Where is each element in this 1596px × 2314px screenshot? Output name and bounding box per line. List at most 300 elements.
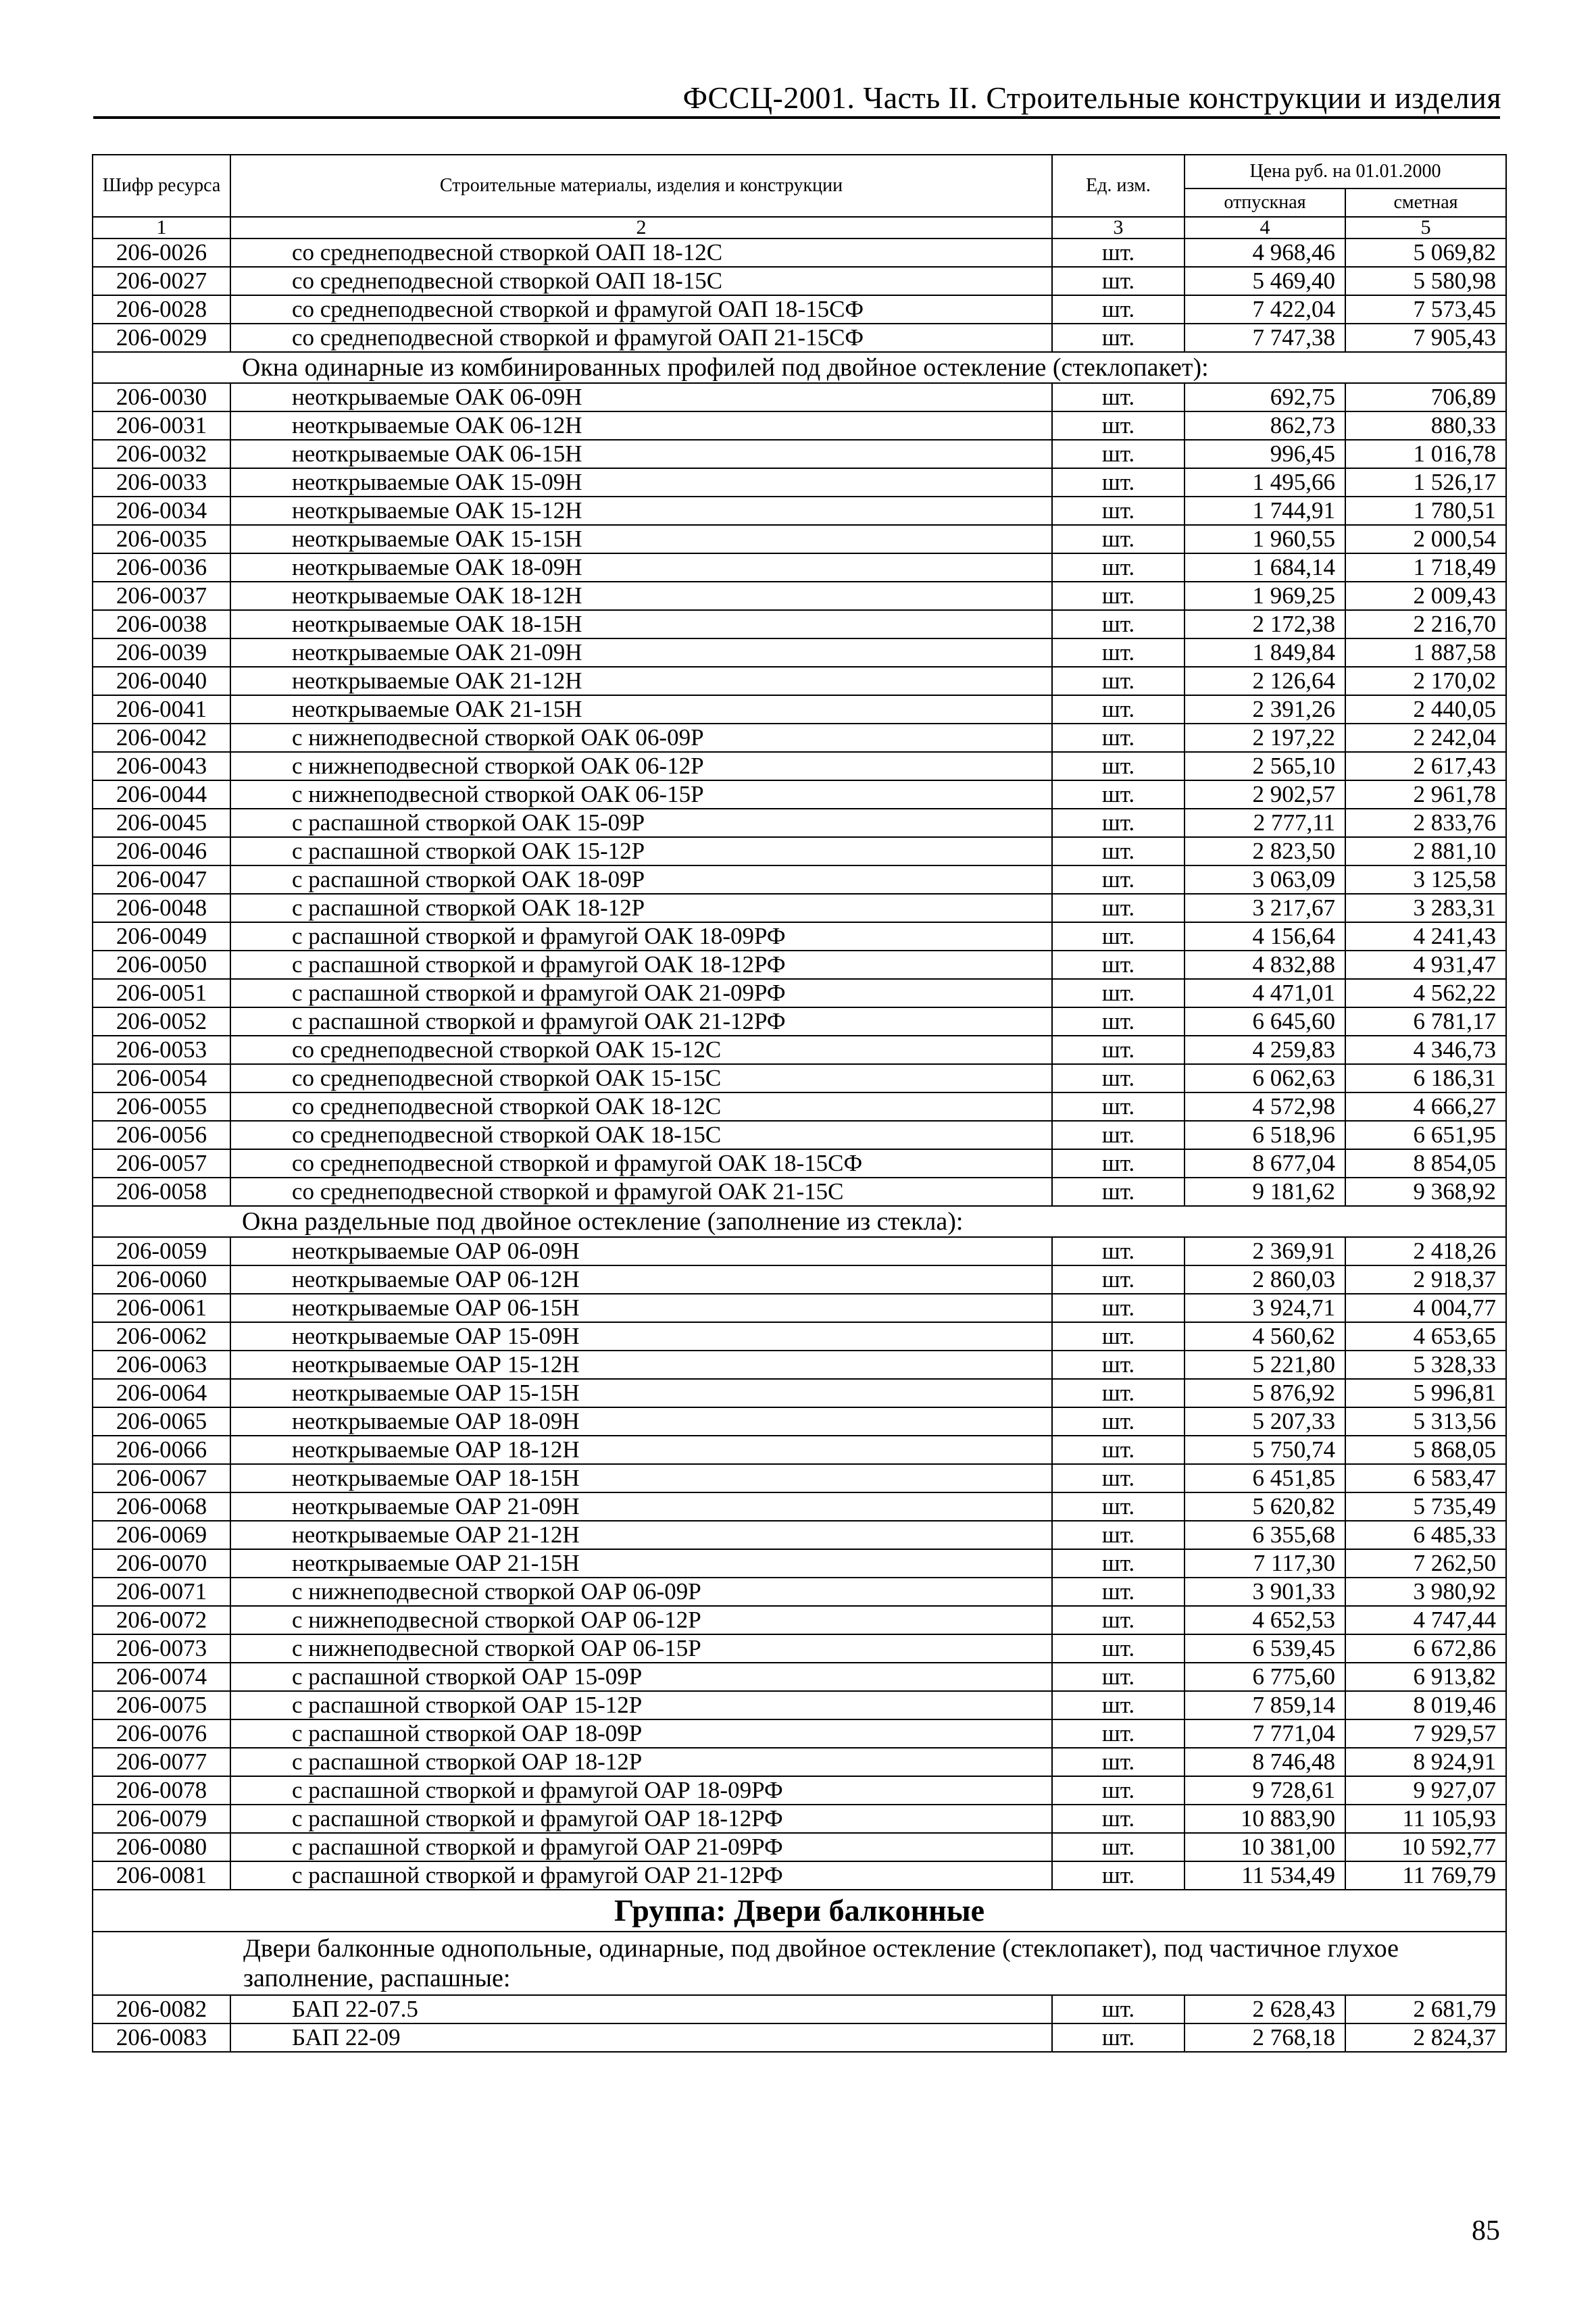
unit-cell: шт. xyxy=(1052,1007,1184,1036)
resource-code-cell: 206-0038 xyxy=(93,610,230,638)
table-row xyxy=(93,1492,1506,1521)
estimate-price-cell: 5 069,82 xyxy=(1345,238,1506,267)
table-row xyxy=(93,922,1506,951)
resource-code-cell: 206-0061 xyxy=(93,1294,230,1322)
estimate-price-cell: 5 580,98 xyxy=(1345,267,1506,295)
resource-code-cell: 206-0075 xyxy=(93,1691,230,1719)
table-row xyxy=(93,468,1506,497)
estimate-price-cell: 5 735,49 xyxy=(1345,1492,1506,1521)
release-price-cell: 2 197,22 xyxy=(1184,724,1345,752)
unit-cell: шт. xyxy=(1052,1719,1184,1748)
unit-cell: шт. xyxy=(1052,1464,1184,1492)
item-name-cell: неоткрываемые ОАР 21-09Н xyxy=(230,1492,1052,1521)
unit-cell: шт. xyxy=(1052,979,1184,1007)
item-name-cell: неоткрываемые ОАК 15-15Н xyxy=(230,525,1052,553)
release-price-cell: 692,75 xyxy=(1184,383,1345,411)
note-row xyxy=(93,1932,1506,1995)
release-price-cell: 3 901,33 xyxy=(1184,1578,1345,1606)
table-row xyxy=(93,1833,1506,1861)
table-row xyxy=(93,638,1506,667)
item-name-cell: с распашной створкой и фрамугой ОАК 21-09РФ xyxy=(230,979,1052,1007)
unit-cell: шт. xyxy=(1052,1265,1184,1294)
resource-code-cell: 206-0049 xyxy=(93,922,230,951)
unit-cell: шт. xyxy=(1052,1776,1184,1805)
release-price-cell: 4 156,64 xyxy=(1184,922,1345,951)
release-price-cell: 4 652,53 xyxy=(1184,1606,1345,1634)
group-title: Группа: Двери балконные xyxy=(93,1890,1506,1932)
item-name-cell: неоткрываемые ОАК 21-09Н xyxy=(230,638,1052,667)
table-row xyxy=(93,865,1506,894)
table-row xyxy=(93,809,1506,837)
unit-cell: шт. xyxy=(1052,1748,1184,1776)
header-release: отпускная xyxy=(1184,188,1345,217)
release-price-cell: 2 172,38 xyxy=(1184,610,1345,638)
table-row xyxy=(93,1294,1506,1322)
estimate-price-cell: 5 313,56 xyxy=(1345,1407,1506,1436)
item-name-cell: БАП 22-09 xyxy=(230,2023,1052,2052)
unit-cell: шт. xyxy=(1052,553,1184,582)
table-row xyxy=(93,238,1506,267)
table-row xyxy=(93,951,1506,979)
unit-cell: шт. xyxy=(1052,610,1184,638)
unit-cell: шт. xyxy=(1052,752,1184,780)
item-name-cell: с нижнеподвесной створкой ОАР 06-15Р xyxy=(230,1634,1052,1663)
release-price-cell: 6 645,60 xyxy=(1184,1007,1345,1036)
table-row xyxy=(93,1719,1506,1748)
resource-code-cell: 206-0082 xyxy=(93,1995,230,2023)
unit-cell: шт. xyxy=(1052,525,1184,553)
item-name-cell: неоткрываемые ОАК 15-09Н xyxy=(230,468,1052,497)
unit-cell: шт. xyxy=(1052,1036,1184,1064)
column-number: 5 xyxy=(1345,217,1506,238)
unit-cell: шт. xyxy=(1052,695,1184,724)
item-name-cell: с нижнеподвесной створкой ОАК 06-12Р xyxy=(230,752,1052,780)
header-price: Цена руб. на 01.01.2000 xyxy=(1184,155,1506,188)
table-row xyxy=(93,1265,1506,1294)
table-row xyxy=(93,1237,1506,1265)
unit-cell: шт. xyxy=(1052,837,1184,865)
unit-cell: шт. xyxy=(1052,922,1184,951)
table-row xyxy=(93,324,1506,352)
item-name-cell: с распашной створкой и фрамугой ОАР 21-12РФ xyxy=(230,1861,1052,1890)
header-rule xyxy=(93,116,1500,119)
unit-cell: шт. xyxy=(1052,1322,1184,1351)
unit-cell: шт. xyxy=(1052,1294,1184,1322)
item-name-cell: со среднеподвесной створкой ОАК 18-15С xyxy=(230,1121,1052,1149)
release-price-cell: 7 747,38 xyxy=(1184,324,1345,352)
table-row xyxy=(93,440,1506,468)
resource-code-cell: 206-0064 xyxy=(93,1379,230,1407)
unit-cell: шт. xyxy=(1052,238,1184,267)
table-row xyxy=(93,1634,1506,1663)
resource-code-cell: 206-0057 xyxy=(93,1149,230,1178)
resource-code-cell: 206-0040 xyxy=(93,667,230,695)
item-name-cell: с нижнеподвесной створкой ОАК 06-15Р xyxy=(230,780,1052,809)
table-row xyxy=(93,267,1506,295)
estimate-price-cell: 2 170,02 xyxy=(1345,667,1506,695)
unit-cell: шт. xyxy=(1052,1407,1184,1436)
item-name-cell: неоткрываемые ОАР 15-12Н xyxy=(230,1351,1052,1379)
resource-code-cell: 206-0031 xyxy=(93,411,230,440)
release-price-cell: 9 181,62 xyxy=(1184,1178,1345,1206)
release-price-cell: 1 684,14 xyxy=(1184,553,1345,582)
release-price-cell: 7 859,14 xyxy=(1184,1691,1345,1719)
table-row xyxy=(93,497,1506,525)
unit-cell: шт. xyxy=(1052,1606,1184,1634)
table-row xyxy=(93,667,1506,695)
estimate-price-cell: 4 666,27 xyxy=(1345,1092,1506,1121)
resource-code-cell: 206-0034 xyxy=(93,497,230,525)
table-row xyxy=(93,2023,1506,2052)
table-row xyxy=(93,1379,1506,1407)
item-name-cell: неоткрываемые ОАК 15-12Н xyxy=(230,497,1052,525)
item-name-cell: с распашной створкой и фрамугой ОАК 21-12РФ xyxy=(230,1007,1052,1036)
unit-cell: шт. xyxy=(1052,411,1184,440)
table-header xyxy=(93,155,1506,238)
release-price-cell: 2 369,91 xyxy=(1184,1237,1345,1265)
resource-code-cell: 206-0074 xyxy=(93,1663,230,1691)
release-price-cell: 4 968,46 xyxy=(1184,238,1345,267)
release-price-cell: 2 768,18 xyxy=(1184,2023,1345,2052)
unit-cell: шт. xyxy=(1052,295,1184,324)
item-name-cell: неоткрываемые ОАК 18-15Н xyxy=(230,610,1052,638)
resource-code-cell: 206-0065 xyxy=(93,1407,230,1436)
estimate-price-cell: 1 016,78 xyxy=(1345,440,1506,468)
resource-code-cell: 206-0052 xyxy=(93,1007,230,1036)
estimate-price-cell: 2 440,05 xyxy=(1345,695,1506,724)
unit-cell: шт. xyxy=(1052,383,1184,411)
resource-code-cell: 206-0056 xyxy=(93,1121,230,1149)
release-price-cell: 4 471,01 xyxy=(1184,979,1345,1007)
price-table xyxy=(92,154,1507,2053)
release-price-cell: 3 924,71 xyxy=(1184,1294,1345,1322)
resource-code-cell: 206-0036 xyxy=(93,553,230,582)
resource-code-cell: 206-0072 xyxy=(93,1606,230,1634)
table-row xyxy=(93,752,1506,780)
unit-cell: шт. xyxy=(1052,1805,1184,1833)
resource-code-cell: 206-0028 xyxy=(93,295,230,324)
resource-code-cell: 206-0029 xyxy=(93,324,230,352)
resource-code-cell: 206-0079 xyxy=(93,1805,230,1833)
table-row xyxy=(93,1121,1506,1149)
table-row xyxy=(93,1407,1506,1436)
estimate-price-cell: 10 592,77 xyxy=(1345,1833,1506,1861)
resource-code-cell: 206-0044 xyxy=(93,780,230,809)
resource-code-cell: 206-0059 xyxy=(93,1237,230,1265)
header-name: Строительные материалы, изделия и конструкции xyxy=(230,155,1052,217)
item-name-cell: с распашной створкой и фрамугой ОАК 18-12РФ xyxy=(230,951,1052,979)
release-price-cell: 6 355,68 xyxy=(1184,1521,1345,1549)
estimate-price-cell: 6 913,82 xyxy=(1345,1663,1506,1691)
resource-code-cell: 206-0030 xyxy=(93,383,230,411)
item-name-cell: БАП 22-07.5 xyxy=(230,1995,1052,2023)
release-price-cell: 8 746,48 xyxy=(1184,1748,1345,1776)
unit-cell: шт. xyxy=(1052,1691,1184,1719)
resource-code-cell: 206-0047 xyxy=(93,865,230,894)
item-name-cell: с распашной створкой ОАР 18-09Р xyxy=(230,1719,1052,1748)
table-row xyxy=(93,582,1506,610)
release-price-cell: 9 728,61 xyxy=(1184,1776,1345,1805)
unit-cell: шт. xyxy=(1052,638,1184,667)
item-name-cell: неоткрываемые ОАК 18-12Н xyxy=(230,582,1052,610)
release-price-cell: 1 960,55 xyxy=(1184,525,1345,553)
release-price-cell: 8 677,04 xyxy=(1184,1149,1345,1178)
resource-code-cell: 206-0043 xyxy=(93,752,230,780)
table-row xyxy=(93,1521,1506,1549)
unit-cell: шт. xyxy=(1052,1149,1184,1178)
table-row xyxy=(93,1064,1506,1092)
release-price-cell: 6 518,96 xyxy=(1184,1121,1345,1149)
item-name-cell: неоткрываемые ОАК 06-09Н xyxy=(230,383,1052,411)
item-name-cell: со среднеподвесной створкой и фрамугой ОАП 18-15СФ xyxy=(230,295,1052,324)
estimate-price-cell: 3 283,31 xyxy=(1345,894,1506,922)
item-name-cell: неоткрываемые ОАР 21-15Н xyxy=(230,1549,1052,1578)
release-price-cell: 2 823,50 xyxy=(1184,837,1345,865)
table-row xyxy=(93,1436,1506,1464)
estimate-price-cell: 6 186,31 xyxy=(1345,1064,1506,1092)
estimate-price-cell: 7 929,57 xyxy=(1345,1719,1506,1748)
resource-code-cell: 206-0026 xyxy=(93,238,230,267)
resource-code-cell: 206-0067 xyxy=(93,1464,230,1492)
item-name-cell: с нижнеподвесной створкой ОАР 06-09Р xyxy=(230,1578,1052,1606)
estimate-price-cell: 2 961,78 xyxy=(1345,780,1506,809)
unit-cell: шт. xyxy=(1052,2023,1184,2052)
item-name-cell: со среднеподвесной створкой и фрамугой ОАП 21-15СФ xyxy=(230,324,1052,352)
table-row xyxy=(93,1092,1506,1121)
estimate-price-cell: 5 868,05 xyxy=(1345,1436,1506,1464)
resource-code-cell: 206-0083 xyxy=(93,2023,230,2052)
unit-cell: шт. xyxy=(1052,440,1184,468)
item-name-cell: со среднеподвесной створкой ОАП 18-15С xyxy=(230,267,1052,295)
table-row xyxy=(93,1861,1506,1890)
resource-code-cell: 206-0032 xyxy=(93,440,230,468)
release-price-cell: 6 775,60 xyxy=(1184,1663,1345,1691)
estimate-price-cell: 4 653,65 xyxy=(1345,1322,1506,1351)
estimate-price-cell: 6 583,47 xyxy=(1345,1464,1506,1492)
table-row xyxy=(93,610,1506,638)
column-number: 2 xyxy=(230,217,1052,238)
estimate-price-cell: 4 004,77 xyxy=(1345,1294,1506,1322)
estimate-price-cell: 11 769,79 xyxy=(1345,1861,1506,1890)
unit-cell: шт. xyxy=(1052,1663,1184,1691)
item-name-cell: с распашной створкой ОАР 18-12Р xyxy=(230,1748,1052,1776)
table-row xyxy=(93,1036,1506,1064)
release-price-cell: 862,73 xyxy=(1184,411,1345,440)
section-row xyxy=(93,1206,1506,1237)
estimate-price-cell: 8 924,91 xyxy=(1345,1748,1506,1776)
release-price-cell: 6 062,63 xyxy=(1184,1064,1345,1092)
estimate-price-cell: 4 346,73 xyxy=(1345,1036,1506,1064)
release-price-cell: 5 620,82 xyxy=(1184,1492,1345,1521)
table-row xyxy=(93,1691,1506,1719)
resource-code-cell: 206-0073 xyxy=(93,1634,230,1663)
resource-code-cell: 206-0081 xyxy=(93,1861,230,1890)
table-row xyxy=(93,780,1506,809)
estimate-price-cell: 2 881,10 xyxy=(1345,837,1506,865)
page-header-title: ФССЦ-2001. Часть II. Строительные конструкции и изделия xyxy=(682,80,1501,115)
item-name-cell: с распашной створкой ОАК 15-12Р xyxy=(230,837,1052,865)
unit-cell: шт. xyxy=(1052,1379,1184,1407)
release-price-cell: 6 539,45 xyxy=(1184,1634,1345,1663)
item-name-cell: со среднеподвесной створкой и фрамугой ОАК 21-15С xyxy=(230,1178,1052,1206)
unit-cell: шт. xyxy=(1052,865,1184,894)
release-price-cell: 2 126,64 xyxy=(1184,667,1345,695)
resource-code-cell: 206-0055 xyxy=(93,1092,230,1121)
unit-cell: шт. xyxy=(1052,582,1184,610)
item-name-cell: со среднеподвесной створкой ОАК 18-12С xyxy=(230,1092,1052,1121)
unit-cell: шт. xyxy=(1052,1064,1184,1092)
resource-code-cell: 206-0053 xyxy=(93,1036,230,1064)
item-name-cell: неоткрываемые ОАК 21-12Н xyxy=(230,667,1052,695)
release-price-cell: 4 560,62 xyxy=(1184,1322,1345,1351)
unit-cell: шт. xyxy=(1052,1351,1184,1379)
resource-code-cell: 206-0033 xyxy=(93,468,230,497)
unit-cell: шт. xyxy=(1052,1121,1184,1149)
table-row xyxy=(93,1178,1506,1206)
estimate-price-cell: 9 368,92 xyxy=(1345,1178,1506,1206)
release-price-cell: 5 221,80 xyxy=(1184,1351,1345,1379)
unit-cell: шт. xyxy=(1052,1861,1184,1890)
item-name-cell: с распашной створкой ОАР 15-09Р xyxy=(230,1663,1052,1691)
item-name-cell: неоткрываемые ОАР 15-15Н xyxy=(230,1379,1052,1407)
release-price-cell: 1 849,84 xyxy=(1184,638,1345,667)
unit-cell: шт. xyxy=(1052,951,1184,979)
table-row xyxy=(93,1549,1506,1578)
release-price-cell: 2 565,10 xyxy=(1184,752,1345,780)
unit-cell: шт. xyxy=(1052,780,1184,809)
estimate-price-cell: 7 905,43 xyxy=(1345,324,1506,352)
header-code: Шифр ресурса xyxy=(93,155,230,217)
column-number: 3 xyxy=(1052,217,1184,238)
table-row xyxy=(93,1578,1506,1606)
table-row xyxy=(93,1748,1506,1776)
table-row xyxy=(93,724,1506,752)
item-name-cell: со среднеподвесной створкой ОАК 15-12С xyxy=(230,1036,1052,1064)
resource-code-cell: 206-0077 xyxy=(93,1748,230,1776)
table-row xyxy=(93,295,1506,324)
estimate-price-cell: 2 833,76 xyxy=(1345,809,1506,837)
estimate-price-cell: 1 780,51 xyxy=(1345,497,1506,525)
resource-code-cell: 206-0078 xyxy=(93,1776,230,1805)
item-name-cell: неоткрываемые ОАК 21-15Н xyxy=(230,695,1052,724)
table-row xyxy=(93,1663,1506,1691)
release-price-cell: 1 969,25 xyxy=(1184,582,1345,610)
resource-code-cell: 206-0041 xyxy=(93,695,230,724)
table-row xyxy=(93,1149,1506,1178)
release-price-cell: 7 771,04 xyxy=(1184,1719,1345,1748)
unit-cell: шт. xyxy=(1052,468,1184,497)
release-price-cell: 4 572,98 xyxy=(1184,1092,1345,1121)
estimate-price-cell: 6 651,95 xyxy=(1345,1121,1506,1149)
item-name-cell: с распашной створкой ОАК 18-09Р xyxy=(230,865,1052,894)
release-price-cell: 2 391,26 xyxy=(1184,695,1345,724)
estimate-price-cell: 6 672,86 xyxy=(1345,1634,1506,1663)
unit-cell: шт. xyxy=(1052,1436,1184,1464)
release-price-cell: 1 495,66 xyxy=(1184,468,1345,497)
estimate-price-cell: 2 617,43 xyxy=(1345,752,1506,780)
release-price-cell: 5 207,33 xyxy=(1184,1407,1345,1436)
table-body xyxy=(93,238,1506,2052)
table-row xyxy=(93,837,1506,865)
table-row xyxy=(93,411,1506,440)
unit-cell: шт. xyxy=(1052,267,1184,295)
estimate-price-cell: 2 681,79 xyxy=(1345,1995,1506,2023)
estimate-price-cell: 4 241,43 xyxy=(1345,922,1506,951)
estimate-price-cell: 3 125,58 xyxy=(1345,865,1506,894)
resource-code-cell: 206-0048 xyxy=(93,894,230,922)
estimate-price-cell: 1 887,58 xyxy=(1345,638,1506,667)
resource-code-cell: 206-0071 xyxy=(93,1578,230,1606)
item-name-cell: со среднеподвесной створкой и фрамугой ОАК 18-15СФ xyxy=(230,1149,1052,1178)
table-row xyxy=(93,1995,1506,2023)
estimate-price-cell: 1 526,17 xyxy=(1345,468,1506,497)
estimate-price-cell: 4 747,44 xyxy=(1345,1606,1506,1634)
unit-cell: шт. xyxy=(1052,667,1184,695)
item-name-cell: неоткрываемые ОАР 18-12Н xyxy=(230,1436,1052,1464)
release-price-cell: 5 469,40 xyxy=(1184,267,1345,295)
section-title: Окна раздельные под двойное остекление (заполнение из стекла): xyxy=(93,1206,1506,1237)
table-row xyxy=(93,1007,1506,1036)
item-name-cell: с распашной створкой и фрамугой ОАК 18-09РФ xyxy=(230,922,1052,951)
release-price-cell: 2 860,03 xyxy=(1184,1265,1345,1294)
item-name-cell: с распашной створкой ОАК 15-09Р xyxy=(230,809,1052,837)
resource-code-cell: 206-0042 xyxy=(93,724,230,752)
resource-code-cell: 206-0046 xyxy=(93,837,230,865)
resource-code-cell: 206-0045 xyxy=(93,809,230,837)
header-estimate: сметная xyxy=(1345,188,1506,217)
resource-code-cell: 206-0080 xyxy=(93,1833,230,1861)
column-number: 1 xyxy=(93,217,230,238)
release-price-cell: 996,45 xyxy=(1184,440,1345,468)
unit-cell: шт. xyxy=(1052,724,1184,752)
item-name-cell: с нижнеподвесной створкой ОАК 06-09Р xyxy=(230,724,1052,752)
item-name-cell: неоткрываемые ОАР 06-09Н xyxy=(230,1237,1052,1265)
unit-cell: шт. xyxy=(1052,1549,1184,1578)
resource-code-cell: 206-0039 xyxy=(93,638,230,667)
table-row xyxy=(93,1606,1506,1634)
item-name-cell: со среднеподвесной створкой ОАП 18-12С xyxy=(230,238,1052,267)
unit-cell: шт. xyxy=(1052,809,1184,837)
estimate-price-cell: 3 980,92 xyxy=(1345,1578,1506,1606)
unit-cell: шт. xyxy=(1052,1092,1184,1121)
item-name-cell: неоткрываемые ОАР 15-09Н xyxy=(230,1322,1052,1351)
column-number: 4 xyxy=(1184,217,1345,238)
release-price-cell: 2 902,57 xyxy=(1184,780,1345,809)
table-row xyxy=(93,1776,1506,1805)
item-name-cell: с распашной створкой и фрамугой ОАР 18-12РФ xyxy=(230,1805,1052,1833)
resource-code-cell: 206-0062 xyxy=(93,1322,230,1351)
item-name-cell: неоткрываемые ОАК 18-09Н xyxy=(230,553,1052,582)
item-name-cell: с распашной створкой и фрамугой ОАР 18-09РФ xyxy=(230,1776,1052,1805)
group-row xyxy=(93,1890,1506,1932)
resource-code-cell: 206-0069 xyxy=(93,1521,230,1549)
unit-cell: шт. xyxy=(1052,1521,1184,1549)
estimate-price-cell: 2 216,70 xyxy=(1345,610,1506,638)
section-row xyxy=(93,352,1506,383)
item-name-cell: неоткрываемые ОАР 06-15Н xyxy=(230,1294,1052,1322)
estimate-price-cell: 8 019,46 xyxy=(1345,1691,1506,1719)
release-price-cell: 7 117,30 xyxy=(1184,1549,1345,1578)
item-name-cell: с нижнеподвесной створкой ОАР 06-12Р xyxy=(230,1606,1052,1634)
estimate-price-cell: 11 105,93 xyxy=(1345,1805,1506,1833)
item-name-cell: неоткрываемые ОАР 06-12Н xyxy=(230,1265,1052,1294)
estimate-price-cell: 2 918,37 xyxy=(1345,1265,1506,1294)
table-row xyxy=(93,1464,1506,1492)
item-name-cell: с распашной створкой ОАК 18-12Р xyxy=(230,894,1052,922)
estimate-price-cell: 6 781,17 xyxy=(1345,1007,1506,1036)
unit-cell: шт. xyxy=(1052,1578,1184,1606)
table-row xyxy=(93,553,1506,582)
